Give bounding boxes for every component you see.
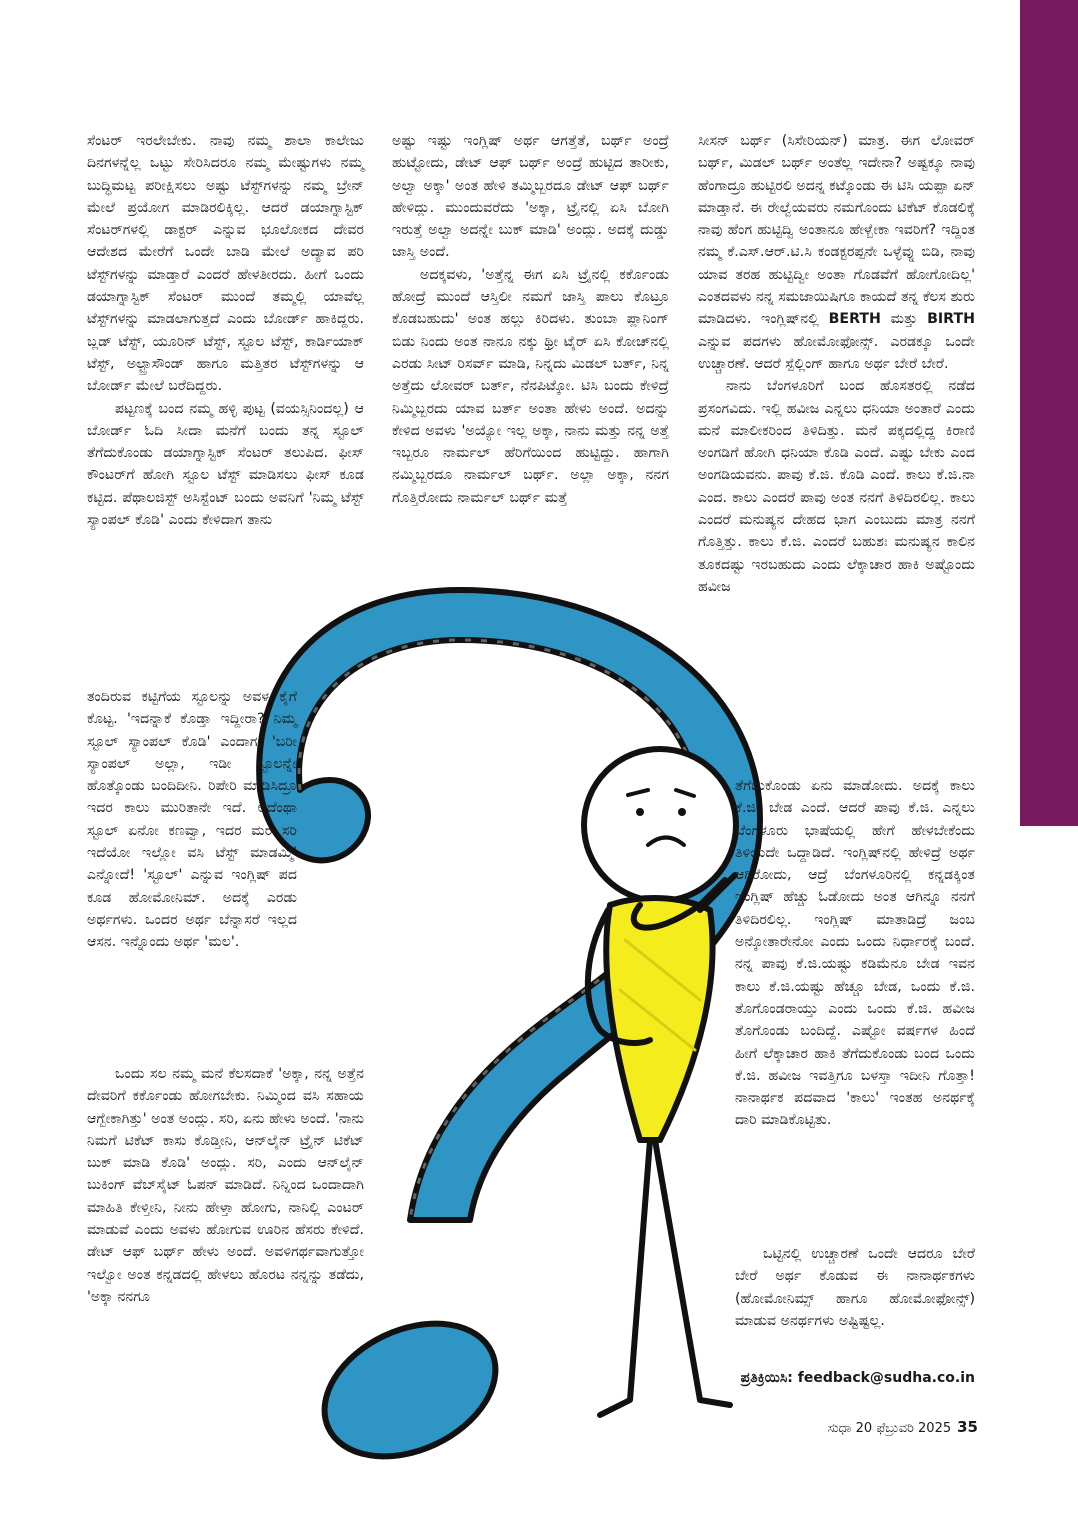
article-column-1-lower — [87, 1063, 364, 1308]
paragraph: ಅಷ್ಟು ಇಷ್ಟು ಇಂಗ್ಲಿಷ್ ಅರ್ಥ ಆಗತ್ತೆತೆ, ಬರ್ಥ್ ಅಂದ್ರೆ ಹುಟ್ಟೋದು, ಡೇಟ್ ಆಫ್ ಬರ್ಥ್ ಅಂದ್ರೆ ಹುಟ್ಟಿದ ತಾರೀಕು, ಅಲ್ವಾ ಅಕ್ಕಾ' ಅಂತ ಹೇಳಿ ತಮ್ಮಿಬ್ಬರದೂ ಡೇಟ್ ಆಫ್ ಬರ್ಥ್ ಹೇಳಿದ್ಲು. ಮುಂದುವರೆದು 'ಅಕ್ಕಾ, ಟ್ರೈನಲ್ಲಿ ಏಸಿ ಬೋಗಿ ಇರುತ್ತೆ ಅಲ್ವಾ ಅದನ್ನೇ ಬುಕ್ ಮಾಡಿ' ಅಂದ್ಲು. ಅದಕ್ಕೆ ದುಡ್ಡು ಜಾಸ್ತಿ ಅಂದೆ. — [392, 133, 669, 261]
page-number: 35 — [957, 1418, 978, 1436]
article-column-1-wrap — [87, 686, 297, 954]
feedback-email[interactable]: feedback@sudha.co.in — [797, 1370, 975, 1386]
paragraph-text: ಸೀಸನ್ ಬರ್ಥ್ (ಸಿಸೇರಿಯನ್) ಮಾತ್ರ. ಈಗ ಲೋವರ್ ಬರ್ಥ್, ಮಿಡಲ್ ಬರ್ಥ್ ಅಂತೆಲ್ಲ ಇದೇನಾ? ಅಷ್ಟಕ್ಕೂ ನಾವು ಹೆಂಗಾದ್ರೂ ಹುಟ್ಟಿರಲಿ ಅದನ್ನ ಕಟ್ಕೊಂಡು ಈ ಟಿಸಿ ಯಪ್ಪಾ ಏನ್ ಮಾಡ್ತಾನೆ. ಈ ರೇಲ್ವೆಯವರು ನಮಗೊಂದು ಟಿಕೆಟ್ ಕೊಡಲಿಕ್ಕೆ ನಾವು ಹೆಂಗ ಹುಟ್ಟಿದ್ವಿ ಅಂತಾನೂ ಹೇಳ್ಬೇಕಾ ಇವರಿಗೆ? ಇದ್ದಿಂತ ನಮ್ಮ ಕೆ.ಎಸ್.ಆರ್.ಟಿ.ಸಿ ಕಂಡಕ್ಟರಪ್ಪನೇ ಒಳ್ಳೆವ್ನು ಬಿಡಿ, ನಾವು ಯಾವ ತರಹ ಹುಟ್ಟಿದ್ವೀ ಅಂತಾ ಗೊಡವೆಗೆ ಹೋಗೋದಿಲ್ಲ' ಎಂತದವಳು ನನ್ನ ಸಮಜಾಯಿಷಿಗೂ ಕಾಯದೆ ತನ್ನ ಕೆಲಸ ಶುರು ಮಾಡಿದಳು. ಇಂಗ್ಲಿಷ್‌ನಲ್ಲಿ — [698, 133, 975, 328]
article-column-3-end — [735, 1243, 975, 1332]
publication-info: ಸುಧಾ 20 ಫೆಬ್ರುವರಿ 2025 — [827, 1421, 952, 1436]
paragraph: ನಾನು ಬೆಂಗಳೂರಿಗೆ ಬಂದ ಹೊಸತರಲ್ಲಿ ನಡೆದ ಪ್ರಸಂಗವಿದು. ಇಲ್ಲಿ ಹವೀಜ ಎನ್ನಲು ಧನಿಯಾ ಅಂತಾರೆ ಎಂದು ಮನೆ ಮಾಲೀಕರಿಂದ ತಿಳಿದಿತ್ತು. ಮನೆ ಪಕ್ಕದಲ್ಲಿದ್ದ ಕಿರಾಣಿ ಅಂಗಡಿಗೆ ಹೋಗಿ ಧನಿಯಾ ಕೊಡಿ ಎಂದೆ. ಎಷ್ಟು ಬೇಕು ಎಂದ ಅಂಗಡಿಯವನು. ಪಾವು ಕೆ.ಜಿ. ಕೊಡಿ ಎಂದೆ. ಕಾಲು ಕೆ.ಜಿ.ನಾ ಎಂದ. ಕಾಲು ಎಂದರೆ ಪಾವು ಅಂತ ನನಗೆ ತಿಳಿದಿರಲಿಲ್ಲ. ಕಾಲು ಎಂದರೆ ಮನುಷ್ಯನ ದೇಹದ ಭಾಗ ಎಂಬುದು ಮಾತ್ರ ನನಗೆ ಗೊತ್ತಿತ್ತು. ಕಾಲು ಕೆ.ಜಿ. ಎಂದರೆ ಬಹುಶಃ ಮನುಷ್ಯನ ಕಾಲಿನ ತೂಕದಷ್ಟು ಇರಬಹುದು ಎಂದು ಲೆಕ್ಕಾಚಾರ ಹಾಕಿ ಅಷ್ಟೊಂದು ಹವೀಜ — [698, 378, 975, 595]
word-berth: BERTH — [828, 311, 881, 328]
paragraph: ತಂದಿರುವ ಕಟ್ಟಿಗೆಯ ಸ್ಟೂಲನ್ನು ಅವಳ ಕೈಗೆ ಕೊಟ್ಟ. 'ಇದನ್ನಾಕೆ ಕೊಡ್ತಾ ಇದ್ದೀರಾ? ನಿಮ್ಮ ಸ್ಟೂಲ್ ಸ್ಯಾಂಪಲ್ ಕೊಡಿ' ಎಂದಾಗ, 'ಬರೀ ಸ್ಯಾಂಪಲ್ ಅಲ್ಲಾ, ಇಡೀ ಸ್ಟೂಲನ್ನೇ ಹೊತ್ಕೊಂಡು ಬಂದಿದೀನಿ. ರಿಪೇರಿ ಮಾಡಿಸಿದ್ರೂ ಇದರ ಕಾಲು ಮುರಿತಾನೇ ಇದೆ. ಅದೆಂಥಾ ಸ್ಟೂಲ್ ಏನೋ ಕಣವ್ವಾ, ಇದರ ಮರ ಸರಿ ಇದೆಯೋ ಇಲ್ಲೋ ವಸಿ ಟೆಸ್ಟ್ ಮಾಡಮ್ಮಿ' ಎನ್ನೋದೆ! 'ಸ್ಟೂಲ್' ಎನ್ನುವ ಇಂಗ್ಲಿಷ್ ಪದ ಕೂಡ ಹೋಮೋನಿಮ್. ಅದಕ್ಕೆ ಎರಡು ಅರ್ಥಗಳು. ಒಂದರ ಅರ್ಥ ಬೆನ್ನಾಸರೆ ಇಲ್ಲದ ಆಸನ. ಇನ್ನೊಂದು ಅರ್ಥ 'ಮಲ'. — [87, 689, 297, 951]
paragraph: ಒಂದು ಸಲ ನಮ್ಮ ಮನೆ ಕೆಲಸದಾಕೆ 'ಅಕ್ಕಾ, ನನ್ನ ಅತ್ತೆನ ದೇವರಿಗೆ ಕರ್ಕೊಂಡು ಹೋಗಬೇಕು. ನಿಮ್ಮಿಂದ ವಸಿ ಸಹಾಯ ಆಗ್ಬೇಕಾಗಿತ್ತು' ಅಂತ ಅಂದ್ಲು. ಸರಿ, ಏನು ಹೇಳು ಅಂದೆ. 'ನಾನು ನಿಮಗೆ ಟಿಕೆಟ್ ಕಾಸು ಕೊಡ್ತೀನಿ, ಆನ್‌ಲೈನ್ ಟ್ರೈನ್ ಟಿಕೆಟ್ ಬುಕ್ ಮಾಡಿ ಕೊಡಿ' ಅಂದ್ಲು. ಸರಿ, ಎಂದು ಆನ್‌ಲೈನ್ ಬುಕಿಂಗ್ ವೆಬ್‌ಸೈಟ್ ಓಪನ್ ಮಾಡಿದೆ. ನಿನ್ನಿಂದ ಒಂದಾದಾಗಿ ಮಾಹಿತಿ ಕೇಳ್ತೀನಿ, ನೀನು ಹೇಳ್ತಾ ಹೋಗು, ನಾನಿಲ್ಲಿ ಎಂಟರ್ ಮಾಡುವೆ ಎಂದು ಅವಳು ಹೋಗುವ ಊರಿನ ಹೆಸರು ಕೇಳಿದೆ. ಡೇಟ್ ಆಫ್ ಬರ್ಥ್ ಹೇಳು ಅಂದೆ. ಅವಳಿಗರ್ಥವಾಗುತ್ತೋ ಇಲ್ವೋ ಅಂತ ಕನ್ನಡದಲ್ಲಿ ಹೇಳಲು ಹೊರಟ ನನ್ನನ್ನು ತಡೆದು, 'ಅಕ್ಕಾ ನನಗೂ — [87, 1066, 364, 1305]
page-footer — [818, 1418, 978, 1436]
paragraph: ಅದಕ್ಕವಳು, 'ಅತ್ತೆನ್ನ ಈಗ ಏಸಿ ಟ್ರೈನಲ್ಲಿ ಕರ್ಕೊಂಡು ಹೋದ್ರೆ ಮುಂದೆ ಆಸ್ತಿಲೀ ನಮಗೆ ಜಾಸ್ತಿ ಪಾಲು ಕೊಟ್ರೂ ಕೊಡಬಹುದು' ಅಂತ ಹಲ್ಲು ಕಿರಿದಳು. ತುಂಬಾ ಪ್ಲಾನಿಂಗ್ ಬಿಡು ನಿಂದು ಅಂತ ನಾನೂ ನಕ್ಕು ಥ್ರೀ ಟೈರ್ ಏಸಿ ಕೋಚ್‌ನಲ್ಲಿ ಎರಡು ಸೀಟ್ ರಿಸರ್ವ್ ಮಾಡಿ, ನಿನ್ನದು ಮಿಡಲ್ ಬರ್ತ್, ನಿನ್ನ ಅತ್ತೆದು ಲೋವರ್ ಬರ್ತ್, ನೆನಪಿಟ್ಕೋ. ಟಿಸಿ ಬಂದು ಕೇಳಿದ್ರೆ ನಿಮ್ಮಿಬ್ಬರದು ಯಾವ ಬರ್ತ್ ಅಂತಾ ಹೇಳು ಅಂದೆ. ಅದನ್ನು ಕೇಳಿದ ಅವಳು 'ಅಯ್ಯೋ ಇಲ್ಲ ಅಕ್ಕಾ, ನಾನು ಮತ್ತು ನನ್ನ ಅತ್ತೆ ಇಬ್ಬರೂ ನಾರ್ಮಲ್ ಹೆರಿಗೆಯಿಂದ ಹುಟ್ಟಿದ್ದು. ಹಾಗಾಗಿ ನಮ್ಮಿಬ್ಬರದೂ ನಾರ್ಮಲ್ ಬರ್ಥ್. ಅಲ್ಲಾ ಅಕ್ಕಾ, ನನಗ ಗೊತ್ತಿರೋದು ನಾರ್ಮಲ್ ಬರ್ಥ್ ಮತ್ತೆ — [392, 266, 669, 506]
paragraph: ಪಟ್ಟಣಕ್ಕೆ ಬಂದ ನಮ್ಮ ಹಳ್ಳಿ ಪುಟ್ಟ (ವಯಸ್ಸಿನಿಂದಲ್ಲ) ಆ ಬೋರ್ಡ್ ಓದಿ ಸೀದಾ ಮನೆಗೆ ಬಂದು ತನ್ನ ಸ್ಟೂಲ್ ತೆಗೆದುಕೊಂಡು ಡಯಾಗ್ನಾಸ್ಟಿಕ್ ಸೆಂಟರ್ ತಲುಪಿದ. ಫೀಸ್ ಕೌಂಟರ್‌ಗೆ ಹೋಗಿ ಸ್ಟೂಲ ಟೆಸ್ಟ್ ಮಾಡಿಸಲು ಫೀಸ್ ಕೂಡ ಕಟ್ಟಿದ. ಪೆಥಾಲಜಿಸ್ಟ್ ಅಸಿಸ್ಟೆಂಟ್ ಬಂದು ಅವನಿಗೆ 'ನಿಮ್ಮ ಟೆಸ್ಟ್ ಸ್ಯಾಂಪಲ್ ಕೊಡಿ' ಎಂದು ಕೇಳಿದಾಗ ತಾನು — [87, 400, 364, 529]
conjunction: ಮತ್ತು — [880, 311, 928, 328]
paragraph: ಒಟ್ಟಿನಲ್ಲಿ ಉಚ್ಚಾರಣೆ ಒಂದೇ ಆದರೂ ಬೇರೆ ಬೇರೆ ಅರ್ಥ ಕೊಡುವ ಈ ನಾನಾರ್ಥಕಗಳು (ಹೋಮೋನಿಮ್ಸ್ ಹಾಗೂ ಹೋಮೋಫೋನ್ಸ್) ಮಾಡುವ ಅನರ್ಥಗಳು ಅಷ್ಟಿಷ್ಟಲ್ಲ. — [735, 1246, 975, 1329]
paragraph-text: ಎನ್ನುವ ಪದಗಳು ಹೋಮೋಫೋನ್ಸ್. ಎರಡಕ್ಕೂ ಒಂದೇ ಉಚ್ಚಾರಣೆ. ಆದರೆ ಸ್ಪೆಲ್ಲಿಂಗ್ ಹಾಗೂ ಅರ್ಥ ಬೇರೆ ಬೇರೆ. — [698, 333, 975, 372]
word-birth: BIRTH — [927, 311, 976, 328]
figure-head — [584, 749, 736, 901]
feedback-label: ಪ್ರತಿಕ್ರಿಯಿಸಿ: — [740, 1370, 793, 1386]
paragraph — [698, 130, 975, 375]
article-column-3 — [698, 130, 975, 598]
question-mark-dot — [303, 1298, 517, 1483]
paragraph: ತೆಗೆದುಕೊಂಡು ಏನು ಮಾಡೋದು. ಅದಕ್ಕೆ ಕಾಲು ಕೆ.ಜಿ. ಬೇಡ ಎಂದೆ. ಆದರೆ ಪಾವು ಕೆ.ಜಿ. ಎನ್ನಲು ಬೆಂಗಳೂರು ಭಾಷೆಯಲ್ಲಿ ಹೇಗೆ ಹೇಳಬೇಕೆಂದು ತಿಳಿಯದೇ ಒದ್ದಾಡಿದೆ. ಇಂಗ್ಲಿಷ್‌ನಲ್ಲಿ ಹೇಳಿದ್ರೆ ಅರ್ಥ ಆಗಿರೋದು, ಆದ್ರೆ ಬೆಂಗಳೂರಿನಲ್ಲಿ ಕನ್ನಡಕ್ಕಿಂತ ಇಂಗ್ಲಿಷ್ ಹೆಚ್ಚು ಓಡೋದು ಅಂತ ಆಗಿನ್ನೂ ನನಗೆ ತಿಳಿದಿರಲಿಲ್ಲ. ಇಂಗ್ಲಿಷ್ ಮಾತಾಡಿದ್ರೆ ಜಂಬ ಅನ್ಕೋತಾರೇನೋ ಎಂದು ಒಂದು ನಿರ್ಧಾರಕ್ಕೆ ಬಂದೆ. ನನ್ನ ಪಾವು ಕೆ.ಜಿ.ಯಷ್ಟು ಕಡಿಮೆನೂ ಬೇಡ ಇವನ ಕಾಲು ಕೆ.ಜಿ.ಯಷ್ಟು ಹೆಚ್ಚೂ ಬೇಡ, ಒಂದು ಕೆ.ಜಿ. ತೊಗೊಂಡರಾಯ್ತು ಎಂದು ಒಂದು ಕೆ.ಜಿ. ಹವೀಜ ತೊಗೊಂಡು ಬಂದಿದ್ದೆ. ಎಷ್ಟೋ ವರ್ಷಗಳ ಹಿಂದೆ ಹೀಗೆ ಲೆಕ್ಕಾಚಾರ ಹಾಕಿ ತೆಗೆದುಕೊಂಡು ಬಂದ ಒಂದು ಕೆ.ಜಿ. ಹವೀಜ ಇವತ್ತಿಗೂ ಬಳಸ್ತಾ ಇದೀನಿ ಗೊತ್ತಾ! ನಾನಾರ್ಥಕ ಪದವಾದ 'ಕಾಲು' ಇಂತಹ ಅನರ್ಥಕ್ಕೆ ದಾರಿ ಮಾಡಿಕೊಟ್ಟಿತು. — [735, 778, 975, 1129]
figure-shirt — [606, 898, 712, 1140]
article-column-3-wrap — [735, 775, 975, 1132]
feedback-line — [698, 1370, 975, 1386]
article-column-2 — [392, 130, 669, 509]
paragraph: ಸೆಂಟರ್ ಇರಲೇಬೇಕು. ನಾವು ನಮ್ಮ ಶಾಲಾ ಕಾಲೇಜು ದಿನಗಳನ್ನೆಲ್ಲ ಒಟ್ಟು ಸೇರಿಸಿದರೂ ನಮ್ಮ ಮೇಷ್ಟುಗಳು ನಮ್ಮ ಬುದ್ಧಿಮಟ್ಟ ಪರೀಕ್ಷಿಸಲು ಅಷ್ಟು ಟೆಸ್ಟ್‌ಗಳನ್ನು ನಮ್ಮ ಬ್ರೇನ್ ಮೇಲೆ ಪ್ರಯೋಗ ಮಾಡಿರಲಿಕ್ಕಿಲ್ಲ. ಆದರೆ ಡಯಾಗ್ನಾಸ್ಟಿಕ್ ಸೆಂಟರ್‌ಗಳಲ್ಲಿ ಡಾಕ್ಟರ್ ಎನ್ನುವ ಭೂಲೋಕದ ದೇವರ ಆದೇಶದ ಮೇರೆಗೆ ಒಂದೇ ಬಾಡಿ ಮೇಲೆ ಅದ್ಯಾವ ಪರಿ ಟೆಸ್ಟ್‌ಗಳನ್ನು ಮಾಡ್ತಾರೆ ಎಂದರೆ ಹೇಳತೀರದು. ಹೀಗೆ ಒಂದು ಡಯಾಗ್ನಾಸ್ಟಿಕ್ ಸೆಂಟರ್ ಮುಂದೆ ತಮ್ಮಲ್ಲಿ ಯಾವೆಲ್ಲ ಟೆಸ್ಟ್‌ಗಳನ್ನು ಮಾಡಲಾಗುತ್ತದೆ ಎಂದು ಬೋರ್ಡ್ ಹಾಕಿದ್ದರು. ಬ್ಲಡ್ ಟೆಸ್ಟ್, ಯೂರಿನ್ ಟೆಸ್ಟ್, ಸ್ಟೂಲ ಟೆಸ್ಟ್, ಕಾರ್ಡಿಯಾಕ್ ಟೆಸ್ಟ್, ಅಲ್ಟ್ರಾಸೌಂಡ್ ಹಾಗೂ ಮತ್ತಿತರ ಟೆಸ್ಟ್‌ಗಳನ್ನು ಆ ಬೋರ್ಡ್ ಮೇಲೆ ಬರೆದಿದ್ದರು. — [87, 133, 364, 395]
stick-figure — [584, 749, 736, 1415]
article-column-1 — [87, 130, 364, 531]
